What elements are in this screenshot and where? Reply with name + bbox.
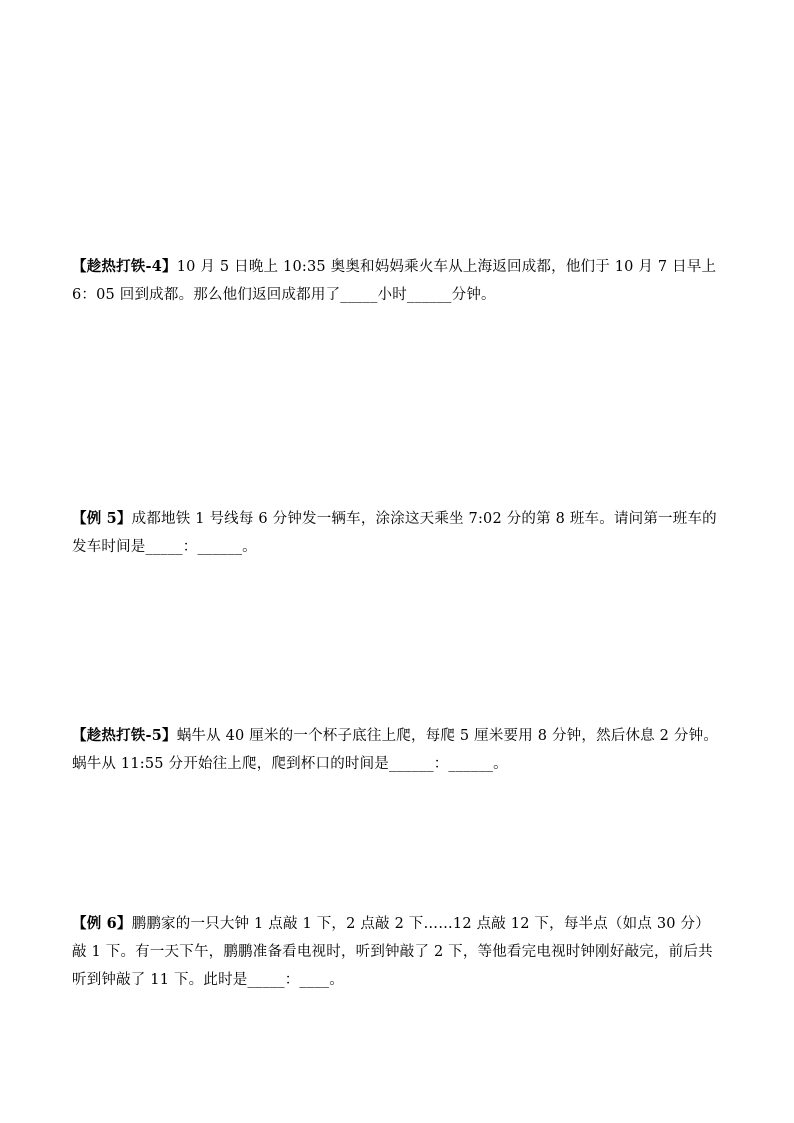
problem-text: 鹏鹏家的一只大钟 1 点敲 1 下，2 点敲 2 下……12 点敲 12 下，每半点（如点 30 分）敲 1 下。有一天下午，鹏鹏准备看电视时，听到钟敲了 2 下，等他看完电视时钟刚好敲完，前后共听到钟敲了 11 下。此时是_____：____。: [72, 916, 713, 988]
problem-text: 10 月 5 日晚上 10:35 奥奥和妈妈乘火车从上海返回成都，他们于 10 月 7 日早上 6：05 回到成都。那么他们返回成都用了_____小时______分钟。: [72, 259, 717, 303]
problem-tag: 【例 5】: [72, 510, 132, 527]
problem-tag: 【趁热打铁-4】: [72, 258, 177, 275]
problem-practice-5: [72, 722, 724, 778]
problem-text: 蜗牛从 40 厘米的一个杯子底往上爬，每爬 5 厘米要用 8 分钟，然后休息 2 分钟。蜗牛从 11:55 分开始往上爬，爬到杯口的时间是______：______。: [72, 728, 719, 772]
problem-tag: 【趁热打铁-5】: [72, 727, 177, 744]
problem-tag: 【例 6】: [72, 915, 132, 932]
problem-text: 成都地铁 1 号线每 6 分钟发一辆车，涂涂这天乘坐 7:02 分的第 8 班车。请问第一班车的发车时间是_____：______。: [72, 511, 717, 555]
problem-example-5: [72, 505, 724, 561]
problem-practice-4: [72, 253, 724, 309]
problem-example-6: [72, 910, 724, 994]
